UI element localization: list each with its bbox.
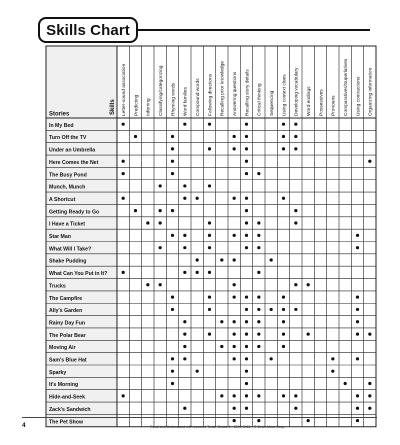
story-name: What Will I Take? — [49, 246, 92, 253]
skill-dot — [294, 135, 297, 138]
skill-dot — [171, 172, 174, 175]
skill-dot — [282, 345, 285, 348]
skill-dot — [196, 258, 199, 261]
skill-dot — [356, 246, 359, 249]
skill-dot — [307, 419, 310, 422]
skill-dot — [245, 135, 248, 138]
skill-label: Possessives — [319, 89, 325, 116]
skills-header: Skills — [110, 99, 116, 115]
skill-dot — [331, 357, 334, 360]
skill-dot — [282, 135, 285, 138]
skill-dot — [245, 147, 248, 150]
skill-dot — [294, 221, 297, 224]
story-name: Turn Off the TV — [49, 135, 87, 142]
skill-dot — [282, 123, 285, 126]
skill-dot — [245, 197, 248, 200]
skill-label: Recalling story details — [245, 69, 251, 116]
story-name: The Polar Bear — [49, 332, 86, 339]
skill-label: Using contractions — [356, 76, 362, 116]
story-name: Shake Pudding — [49, 258, 87, 265]
skill-dot — [159, 184, 162, 187]
skill-dot — [220, 320, 223, 323]
skill-dot — [146, 283, 149, 286]
story-name: Sparky — [49, 369, 67, 376]
skill-dot — [183, 246, 186, 249]
skill-label: Letter-sound association — [121, 63, 127, 116]
skill-label: Following directions — [208, 73, 214, 116]
skill-dot — [233, 320, 236, 323]
skill-dot — [159, 209, 162, 212]
skill-dot — [233, 283, 236, 286]
story-name: Getting Ready to Go — [49, 209, 100, 216]
story-name: In My Bed — [49, 122, 74, 129]
skill-dot — [282, 147, 285, 150]
skill-label: Classifying/categorizing — [158, 65, 164, 116]
skill-dot — [356, 295, 359, 298]
story-name: The Pet Show — [49, 419, 84, 426]
skill-dot — [356, 308, 359, 311]
skill-dot — [245, 295, 248, 298]
skill-label: Critical thinking — [257, 83, 263, 116]
skill-label: Rhyming words — [171, 82, 177, 116]
skill-label: Pronouns — [331, 95, 337, 116]
skill-dot — [294, 407, 297, 410]
skill-dot — [196, 271, 199, 274]
skill-dot — [368, 333, 371, 336]
skill-label: Predicting — [134, 94, 140, 116]
skill-dot — [368, 407, 371, 410]
skill-dot — [183, 234, 186, 237]
skill-dot — [282, 197, 285, 200]
skill-dot — [257, 394, 260, 397]
skill-dot — [307, 333, 310, 336]
skill-dot — [208, 246, 211, 249]
skill-dot — [245, 172, 248, 175]
story-name: Sam's Blue Hat — [49, 357, 87, 364]
skill-dot — [233, 234, 236, 237]
skill-dot — [257, 333, 260, 336]
skill-dot — [233, 345, 236, 348]
skill-dot — [294, 283, 297, 286]
skill-dot — [183, 357, 186, 360]
skill-dot — [171, 209, 174, 212]
story-name: It's Morning — [49, 382, 79, 389]
page-number: 4 — [22, 422, 26, 429]
skill-dot — [146, 221, 149, 224]
story-name: The Busy Pond — [49, 172, 87, 179]
skill-dot — [233, 147, 236, 150]
skill-dot — [294, 308, 297, 311]
skill-dot — [171, 357, 174, 360]
skill-dot — [307, 283, 310, 286]
skill-dot — [208, 147, 211, 150]
skill-dot — [245, 394, 248, 397]
skill-label: Word families — [183, 87, 189, 116]
page-title: Skills Chart — [46, 22, 130, 39]
skill-dot — [122, 123, 125, 126]
skill-dot — [208, 221, 211, 224]
skill-dot — [183, 123, 186, 126]
skill-dot — [183, 184, 186, 187]
story-name: Munch, Munch — [49, 184, 86, 191]
skill-dot — [220, 345, 223, 348]
skill-dot — [171, 382, 174, 385]
skill-dot — [257, 221, 260, 224]
skill-dot — [171, 308, 174, 311]
skill-dot — [245, 333, 248, 336]
story-name: The Campfire — [49, 295, 83, 302]
story-name: Trucks — [49, 283, 66, 290]
skill-dot — [233, 357, 236, 360]
skill-dot — [183, 345, 186, 348]
skill-dot — [257, 234, 260, 237]
story-name: Hide-and-Seek — [49, 394, 86, 401]
story-name: Rainy Day Fun — [49, 320, 86, 327]
skill-dot — [368, 382, 371, 385]
skill-dot — [245, 407, 248, 410]
skill-dot — [356, 394, 359, 397]
skill-dot — [171, 160, 174, 163]
skill-dot — [294, 147, 297, 150]
skill-dot — [122, 197, 125, 200]
skill-label: Inferring — [146, 98, 152, 116]
skill-label: Developing vocabulary — [294, 67, 300, 116]
skill-dot — [233, 258, 236, 261]
skill-dot — [368, 160, 371, 163]
skill-dot — [282, 320, 285, 323]
skill-dot — [245, 234, 248, 237]
skill-label: Organizing information — [368, 67, 374, 116]
skill-dot — [368, 394, 371, 397]
skill-dot — [208, 184, 211, 187]
skill-dot — [270, 258, 273, 261]
skill-dot — [356, 407, 359, 410]
skill-dot — [208, 308, 211, 311]
skill-dot — [196, 370, 199, 373]
skill-dot — [294, 123, 297, 126]
skill-dot — [196, 197, 199, 200]
skill-dot — [171, 147, 174, 150]
skill-label: Compound words — [195, 78, 201, 116]
skill-dot — [171, 135, 174, 138]
skill-dot — [257, 419, 260, 422]
skill-dot — [122, 160, 125, 163]
skill-dot — [233, 394, 236, 397]
skill-dot — [208, 234, 211, 237]
skill-dot — [245, 246, 248, 249]
skill-dot — [245, 357, 248, 360]
skill-dot — [208, 333, 211, 336]
skill-dot — [270, 357, 273, 360]
skill-dot — [183, 271, 186, 274]
skill-dot — [183, 407, 186, 410]
skill-label: Recalling prior knowledge — [220, 61, 226, 116]
skill-dot — [134, 135, 137, 138]
skill-dot — [122, 271, 125, 274]
skill-dot — [233, 407, 236, 410]
skill-label: Sequencing — [269, 90, 275, 116]
story-name: I Have a Ticket — [49, 221, 85, 228]
skill-dot — [257, 295, 260, 298]
story-name: Moving Air — [49, 345, 76, 352]
skill-dot — [257, 308, 260, 311]
skill-label: Answering questions — [232, 71, 238, 116]
skill-dot — [122, 394, 125, 397]
skill-dot — [220, 394, 223, 397]
skill-dot — [245, 160, 248, 163]
skill-dot — [245, 123, 248, 126]
story-name: What Can You Put in It? — [49, 271, 108, 278]
skill-dot — [331, 370, 334, 373]
skill-dot — [134, 209, 137, 212]
story-name: Under an Umbrella — [49, 147, 96, 154]
skill-dot — [245, 209, 248, 212]
skill-dot — [282, 295, 285, 298]
skill-dot — [208, 271, 211, 274]
skill-dot — [257, 246, 260, 249]
skill-dot — [344, 382, 347, 385]
skill-label: Word endings — [306, 86, 312, 116]
skill-dot — [183, 320, 186, 323]
skill-dot — [171, 370, 174, 373]
skill-dot — [159, 221, 162, 224]
skill-dot — [159, 246, 162, 249]
skill-label: Using context clues — [282, 74, 288, 116]
skill-dot — [356, 234, 359, 237]
skill-dot — [257, 172, 260, 175]
story-name: A Shortcut — [49, 196, 76, 203]
skill-dot — [282, 333, 285, 336]
skill-dot — [233, 197, 236, 200]
story-name: Ally's Garden — [49, 308, 83, 315]
story-name: Here Comes the Net — [49, 159, 99, 166]
skill-dot — [270, 308, 273, 311]
skill-dot — [171, 234, 174, 237]
skill-label: Comparatives/Superlatives — [343, 58, 349, 116]
skill-dot — [208, 123, 211, 126]
skill-dot — [159, 283, 162, 286]
skill-dot — [233, 419, 236, 422]
skill-dot — [122, 172, 125, 175]
skill-dot — [257, 320, 260, 323]
skill-dot — [294, 394, 297, 397]
skill-dot — [233, 295, 236, 298]
footer-rule — [22, 417, 377, 418]
skill-dot — [282, 394, 285, 397]
skill-dot — [245, 221, 248, 224]
skill-dot — [356, 320, 359, 323]
skill-dot — [171, 295, 174, 298]
skill-dot — [257, 271, 260, 274]
skill-dot — [220, 258, 223, 261]
skill-dot — [245, 320, 248, 323]
skill-dot — [245, 345, 248, 348]
skill-dot — [282, 308, 285, 311]
skill-dot — [183, 197, 186, 200]
skill-dot — [257, 345, 260, 348]
skill-dot — [245, 370, 248, 373]
stories-header: Stories — [49, 111, 70, 118]
skill-dot — [356, 333, 359, 336]
story-name: Star Man — [49, 234, 71, 240]
skill-dot — [294, 209, 297, 212]
footer-credit: Read and Understand with Leveled Texts, Grade 1 • EMC 3461 • © Evan-Moor Corp. — [150, 425, 285, 429]
skill-dot — [245, 308, 248, 311]
story-name: Zack's Sandwich — [49, 406, 91, 413]
skill-dot — [245, 382, 248, 385]
skill-dot — [208, 295, 211, 298]
skill-dot — [183, 333, 186, 336]
skill-dot — [356, 357, 359, 360]
skill-dot — [233, 135, 236, 138]
skill-dot — [233, 333, 236, 336]
skill-dot — [356, 419, 359, 422]
